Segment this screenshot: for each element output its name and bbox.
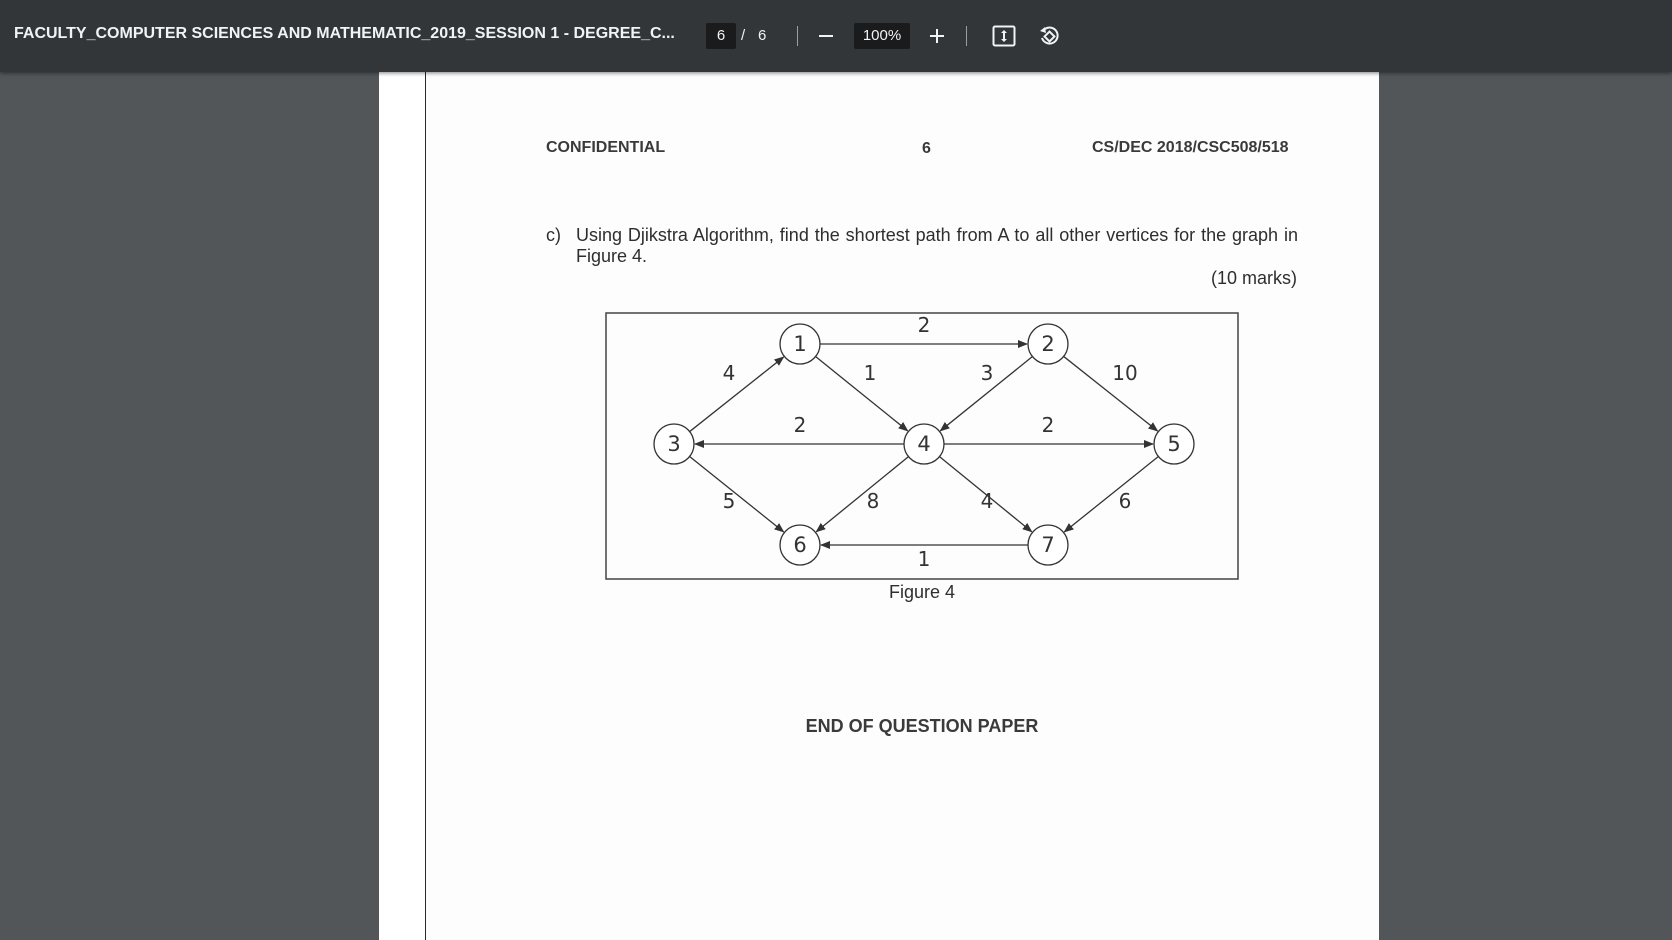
graph-node-5 xyxy=(1154,424,1194,464)
page-number-input[interactable]: 6 xyxy=(706,23,736,49)
graph-edge-3-6 xyxy=(690,457,784,532)
rotate-icon xyxy=(1037,24,1061,48)
toolbar-divider xyxy=(797,26,798,46)
edge-weight-2-5: 10 xyxy=(1112,361,1138,385)
zoom-in-button[interactable] xyxy=(921,20,953,52)
edge-weight-4-7: 4 xyxy=(980,489,994,513)
edge-weight-7-6: 1 xyxy=(917,547,931,571)
question-marks: (10 marks) xyxy=(1210,268,1297,288)
graph-figure xyxy=(605,312,1239,580)
fit-page-icon xyxy=(992,25,1016,47)
pdf-toolbar xyxy=(0,0,1672,72)
edge-weight-3-6: 5 xyxy=(722,489,736,513)
graph-edge-5-7 xyxy=(1064,457,1158,532)
document-title: FACULTY_COMPUTER SCIENCES AND MATHEMATIC_2019_SESSION 1 - DEGREE_C... xyxy=(14,25,675,42)
zoom-level-input[interactable]: 100% xyxy=(854,23,910,49)
fit-page-button[interactable] xyxy=(988,20,1020,52)
node-label-4: 4 xyxy=(917,432,931,456)
node-label-5: 5 xyxy=(1167,432,1181,456)
toolbar-divider xyxy=(966,26,967,46)
plus-icon xyxy=(929,28,945,44)
end-of-paper: END OF QUESTION PAPER xyxy=(805,716,1039,736)
header-confidential: CONFIDENTIAL xyxy=(546,139,666,156)
question-text: Using Djikstra Algorithm, find the shortest path from A to all other vertices for the graph in Figure 4. xyxy=(576,225,1298,266)
edge-weight-4-3: 2 xyxy=(793,413,807,437)
zoom-out-button[interactable] xyxy=(810,20,842,52)
graph-edge-2-5 xyxy=(1064,356,1158,431)
graph-edge-3-1 xyxy=(690,357,784,432)
figure-caption: Figure 4 xyxy=(888,582,956,602)
graph-node-4 xyxy=(904,424,944,464)
edge-weight-4-5: 2 xyxy=(1041,413,1055,437)
page-separator: / xyxy=(741,27,746,44)
graph-node-7 xyxy=(1028,525,1068,565)
minus-icon xyxy=(818,28,834,44)
graph-node-2 xyxy=(1028,324,1068,364)
graph-edge-4-6 xyxy=(816,457,908,532)
node-label-1: 1 xyxy=(793,332,807,356)
node-label-6: 6 xyxy=(793,533,807,557)
edge-weight-3-1: 4 xyxy=(722,361,736,385)
edge-weight-2-4: 3 xyxy=(980,361,994,385)
graph-node-3 xyxy=(654,424,694,464)
graph-edge-1-4 xyxy=(816,357,908,431)
total-pages: 6 xyxy=(758,27,767,44)
question-label: c) xyxy=(546,225,561,245)
node-label-7: 7 xyxy=(1041,533,1055,557)
graph-diagram xyxy=(605,312,1239,580)
header-course-code: CS/DEC 2018/CSC508/518 xyxy=(1092,139,1289,156)
graph-node-1 xyxy=(780,324,820,364)
header-page-number: 6 xyxy=(922,140,931,157)
graph-node-6 xyxy=(780,525,820,565)
edge-weight-4-6: 8 xyxy=(866,489,880,513)
node-label-2: 2 xyxy=(1041,332,1055,356)
edge-weight-1-4: 1 xyxy=(863,361,877,385)
rotate-button[interactable] xyxy=(1033,20,1065,52)
edge-weight-1-2: 2 xyxy=(917,313,931,337)
edge-weight-5-7: 6 xyxy=(1118,489,1132,513)
node-label-3: 3 xyxy=(667,432,681,456)
